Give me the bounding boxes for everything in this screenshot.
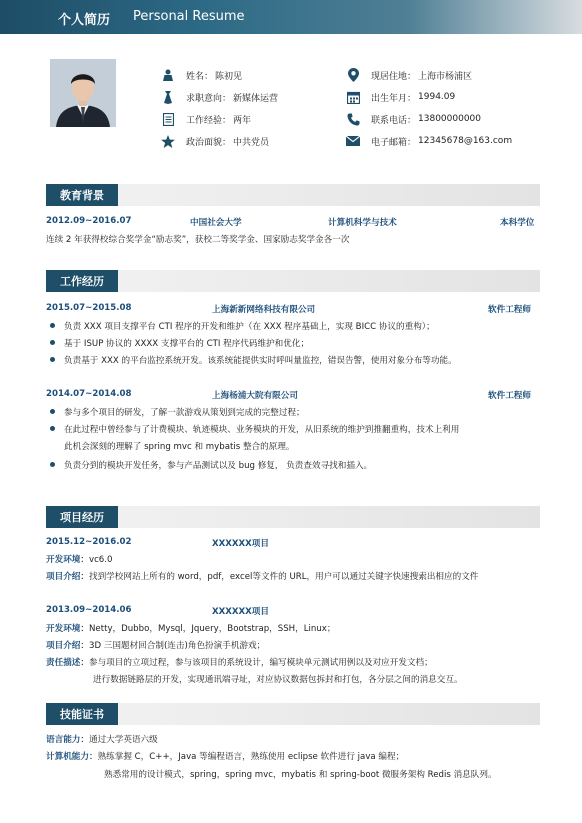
project-period: 2013.09~2014.06 xyxy=(46,605,132,615)
project-intro-row: 项目介绍：找到学校网站上所有的 word，pdf，excel等文件的 URL，用户可以通过关键字快速搜索出相应的文件 xyxy=(46,572,479,582)
section-title-work: 工作经历 xyxy=(46,270,118,292)
avatar-photo xyxy=(50,59,116,127)
job-bullet: 参与多个项目的研发，了解一款游戏从策划到完成的完整过程； xyxy=(64,408,305,418)
section-title-projects: 项目经历 xyxy=(46,506,118,528)
info-email: 电子邮箱： 12345678@163.com xyxy=(345,133,512,149)
skill-computer-continuation: 熟悉常用的设计模式，spring，spring mvc，mybatis 和 spring-boot 微服务架构 Redis 消息队列。 xyxy=(104,770,497,780)
header-bar xyxy=(0,0,582,34)
section-header-projects xyxy=(46,506,540,528)
section-header-education xyxy=(46,184,540,206)
info-phone: 联系电话： 13800000000 xyxy=(345,111,481,127)
project-name: XXXXXX项目 xyxy=(212,607,269,617)
page-title-zh: 个人简历 xyxy=(58,13,111,28)
job-bullet: 负责分到的模块开发任务，参与产品测试以及 bug 修复， 负责查效寻找和插入。 xyxy=(64,461,373,471)
job-bullet: 负责 XXX 项目支撑平台 CTI 程序的开发和维护（在 XXX 程序基础上，实现 BICC 协议的重构）； xyxy=(64,322,435,332)
section-title-skills: 技能证书 xyxy=(46,703,118,725)
project-duty-continuation: 进行数据链路层的开发，实现通讯端寻址，对应协议数据包拆封和打包，各分层之间的消息交互。 xyxy=(93,675,463,685)
project-env-row: 开发环境：vc6.0 xyxy=(46,555,113,565)
skill-computer-row: 计算机能力：熟练掌握 C，C++，Java 等编程语言，熟练使用 eclipse 软件进行 java 编程； xyxy=(46,752,405,762)
project-duty-row: 责任描述：参与项目的立项过程，参与该项目的系统设计，编写模块单元测试用例以及对应开发文档； xyxy=(46,658,433,668)
education-major: 计算机科学与技术 xyxy=(328,218,397,228)
job-company: 上海新新网络科技有限公司 xyxy=(212,305,316,315)
project-period: 2015.12~2016.02 xyxy=(46,537,132,547)
info-residence: 现居住地： 上海市杨浦区 xyxy=(345,67,472,83)
job-company: 上海杨浦大院有限公司 xyxy=(212,391,298,401)
phone-icon xyxy=(345,111,361,127)
project-intro-row: 项目介绍：3D 三国题材回合制(连击)角色扮演手机游戏； xyxy=(46,641,266,651)
job-bullet: 基于 ISUP 协议的 XXXX 支撑平台的 CTI 程序代码维护和优化； xyxy=(64,339,310,349)
info-name: 姓名： 陈初见 xyxy=(160,67,242,83)
page-title-en: Personal Resume xyxy=(133,9,245,24)
star-icon xyxy=(160,133,176,149)
section-header-skills xyxy=(46,703,540,725)
section-title-education: 教育背景 xyxy=(46,184,118,206)
calendar-icon xyxy=(345,89,361,105)
location-pin-icon xyxy=(345,67,361,83)
education-desc: 连续 2 年获得校综合奖学金“励志奖”，获校二等奖学金、国家励志奖学金各一次 xyxy=(46,235,350,245)
education-period: 2012.09~2016.07 xyxy=(46,216,132,226)
info-birth: 出生年月： 1994.09 xyxy=(345,89,455,105)
skill-language-row: 语言能力：通过大学英语六级 xyxy=(46,735,158,745)
project-env-row: 开发环境：Netty，Dubbo，Mysql，Jquery，Bootstrap，SSH，Linux； xyxy=(46,624,336,634)
job-period: 2014.07~2014.08 xyxy=(46,389,132,399)
section-header-work xyxy=(46,270,540,292)
envelope-icon xyxy=(345,133,361,149)
job-role: 软件工程师 xyxy=(488,391,531,401)
education-school: 中国社会大学 xyxy=(190,218,242,228)
info-politics: 政治面貌： 中共党员 xyxy=(160,133,269,149)
job-bullet-continuation: 此机会深刻的理解了 spring mvc 和 mybatis 整合的原理。 xyxy=(64,442,295,452)
education-degree: 本科学位 xyxy=(500,218,535,228)
job-role: 软件工程师 xyxy=(488,305,531,315)
project-name: XXXXXX项目 xyxy=(212,539,269,549)
tie-icon xyxy=(160,89,176,105)
info-intent: 求职意向： 新媒体运营 xyxy=(160,89,278,105)
job-bullet: 负责基于 XXX 的平台监控系统开发。该系统能提供实时呼叫量监控，错误告警，使用对象分布等功能。 xyxy=(64,356,457,366)
person-icon xyxy=(160,67,176,83)
job-period: 2015.07~2015.08 xyxy=(46,303,132,313)
document-icon xyxy=(160,111,176,127)
info-experience: 工作经验： 两年 xyxy=(160,111,251,127)
job-bullet: 在此过程中曾经参与了计费模块、轨迹模块、业务模块的开发，从旧系统的维护到推翻重构，技术上利用 xyxy=(64,425,460,435)
